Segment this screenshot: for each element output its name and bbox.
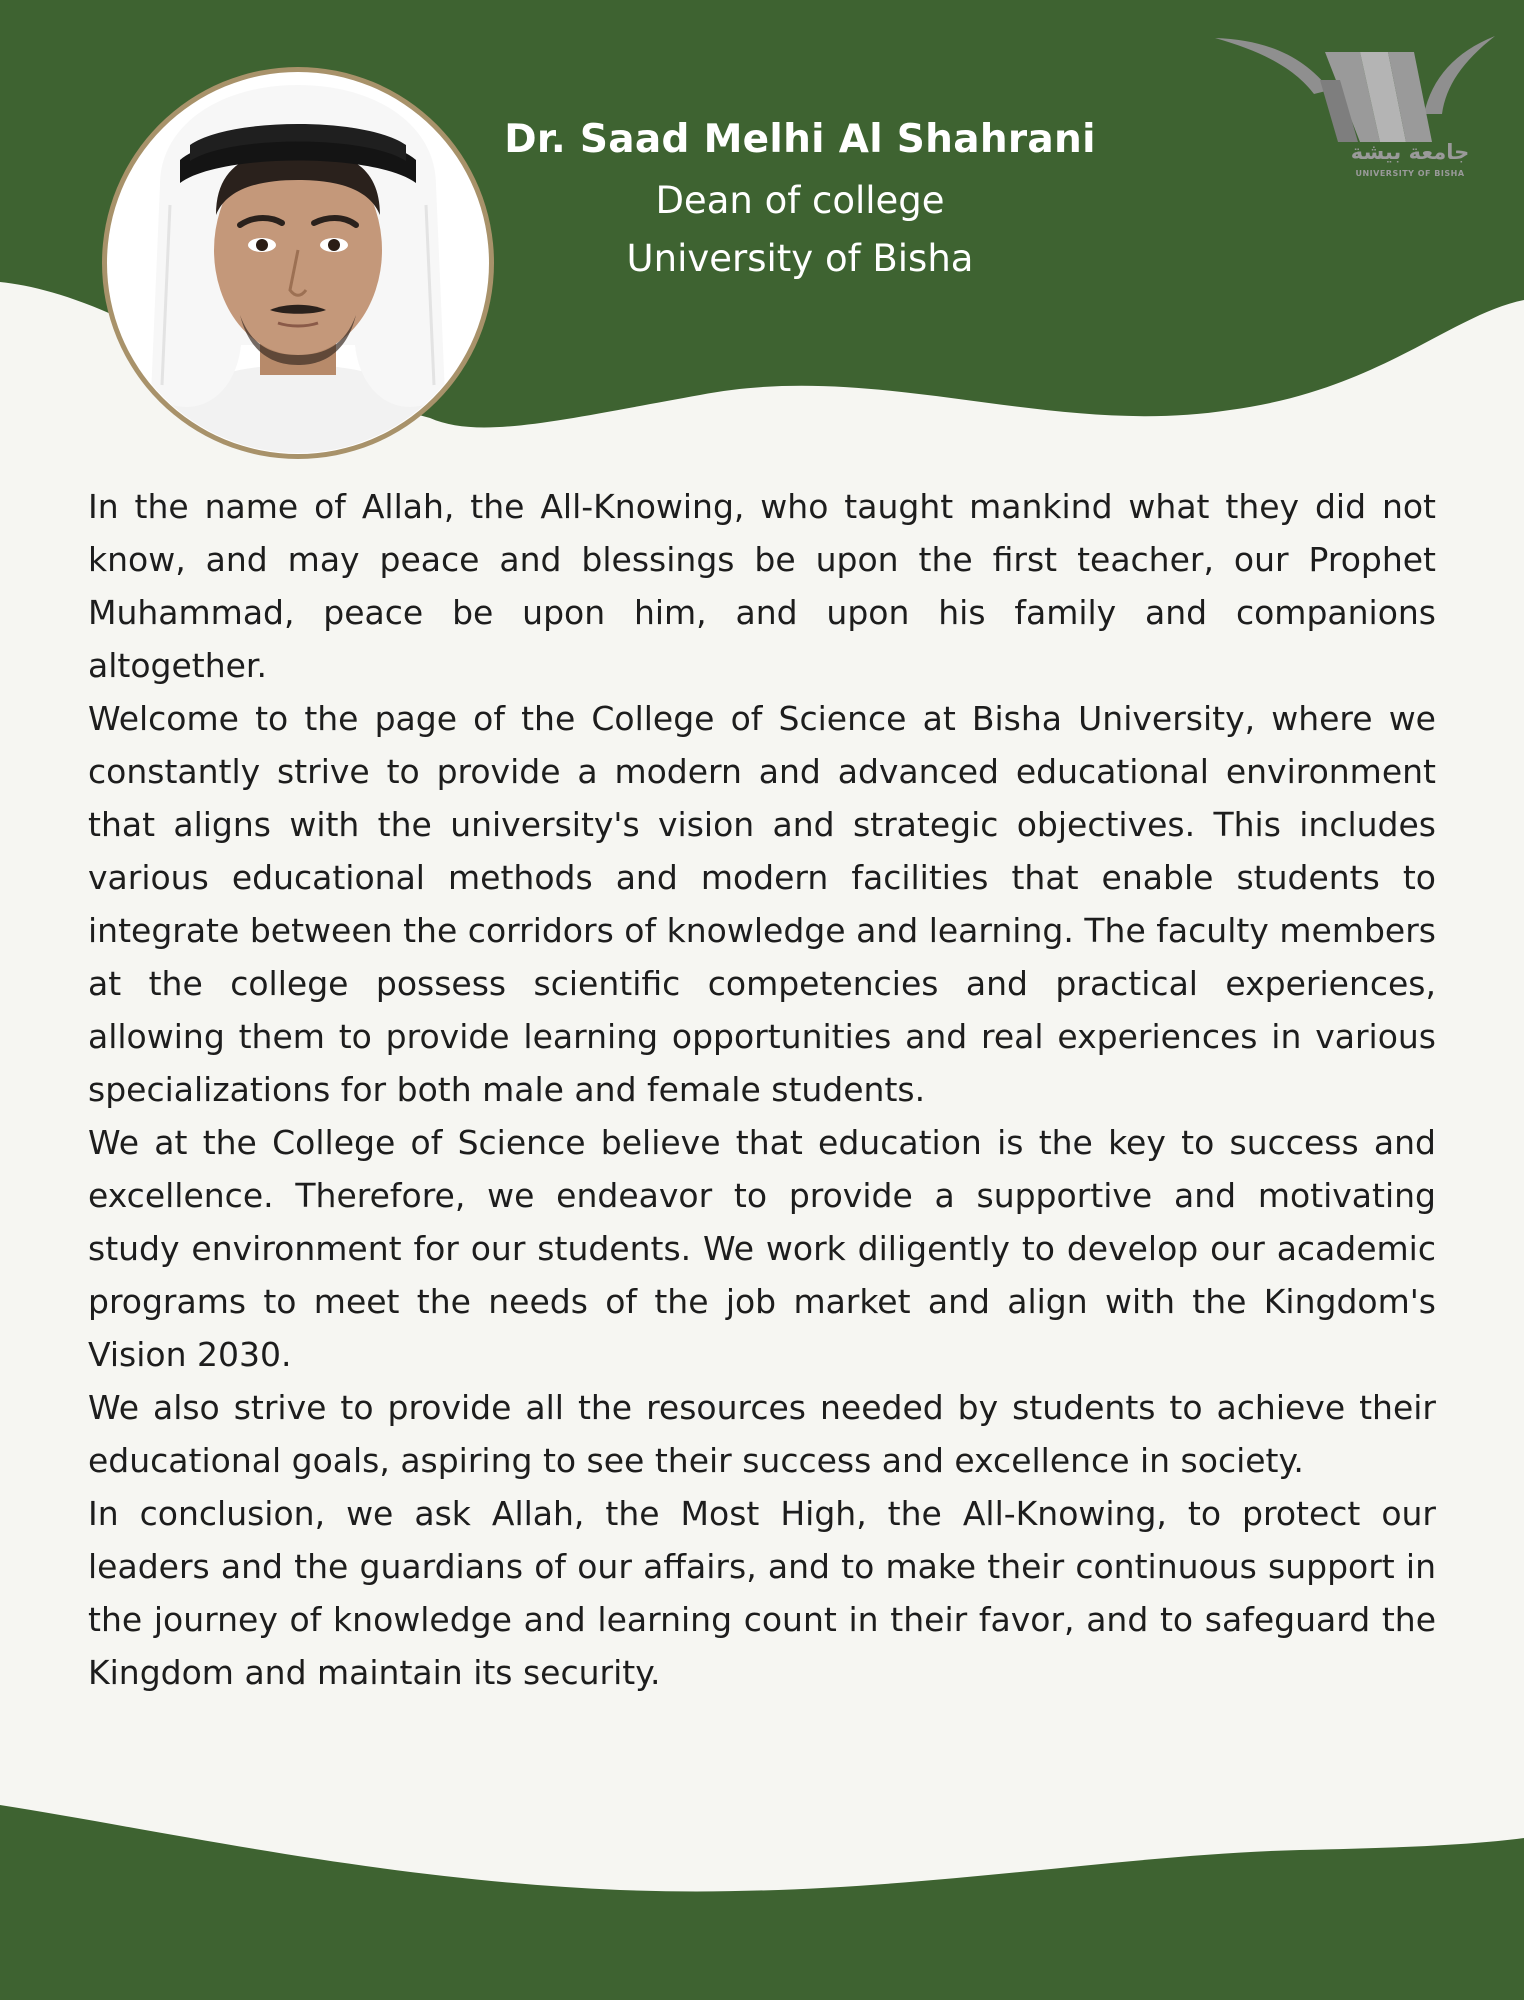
header bbox=[460, 108, 1140, 288]
dean-name: Dr. Saad Melhi Al Shahrani bbox=[504, 117, 1096, 162]
institution-name: University of Bisha bbox=[626, 237, 974, 280]
university-logo-icon bbox=[1210, 30, 1500, 190]
message-paragraph-5: In conclusion, we ask Allah, the Most High, the All-Knowing, to protect our leaders and the guardians of our affairs, and to make their continuous support in the journey of knowledge and learning count in their favor, and to safeguard the Kingdom and maintain its security. bbox=[88, 1494, 1436, 1692]
logo-english-text: UNIVERSITY OF BISHA bbox=[1355, 169, 1465, 178]
dean-message bbox=[88, 480, 1436, 1699]
logo-arabic-text: جامعة بيشة bbox=[1350, 140, 1470, 164]
dean-position: Dean of college bbox=[655, 179, 945, 222]
message-paragraph-2: Welcome to the page of the College of Science at Bisha University, where we constantly strive to provide a modern and advanced educational environment that aligns with the university's vision and strategic objectives. This includes various educational methods and modern facilities that enable students to integrate between the corridors of knowledge and learning. The faculty members at the college possess scientific competencies and practical experiences, allowing them to provide learning opportunities and real experiences in various specializations for both male and female students. bbox=[88, 699, 1436, 1109]
message-paragraph-1: In the name of Allah, the All-Knowing, who taught mankind what they did not know, and may peace and blessings be upon the first teacher, our Prophet Muhammad, peace be upon him, and upon his family and companions altogether. bbox=[88, 487, 1436, 685]
message-paragraph-3: We at the College of Science believe that education is the key to success and excellence. Therefore, we endeavor to provide a supportive and motivating study environment for our students. We work diligently to develop our academic programs to meet the needs of the job market and align with the Kingdom's Vision 2030. bbox=[88, 1123, 1436, 1374]
dean-portrait bbox=[100, 65, 496, 461]
message-paragraph-4: We also strive to provide all the resources needed by students to achieve their educational goals, aspiring to see their success and excellence in society. bbox=[88, 1388, 1436, 1480]
